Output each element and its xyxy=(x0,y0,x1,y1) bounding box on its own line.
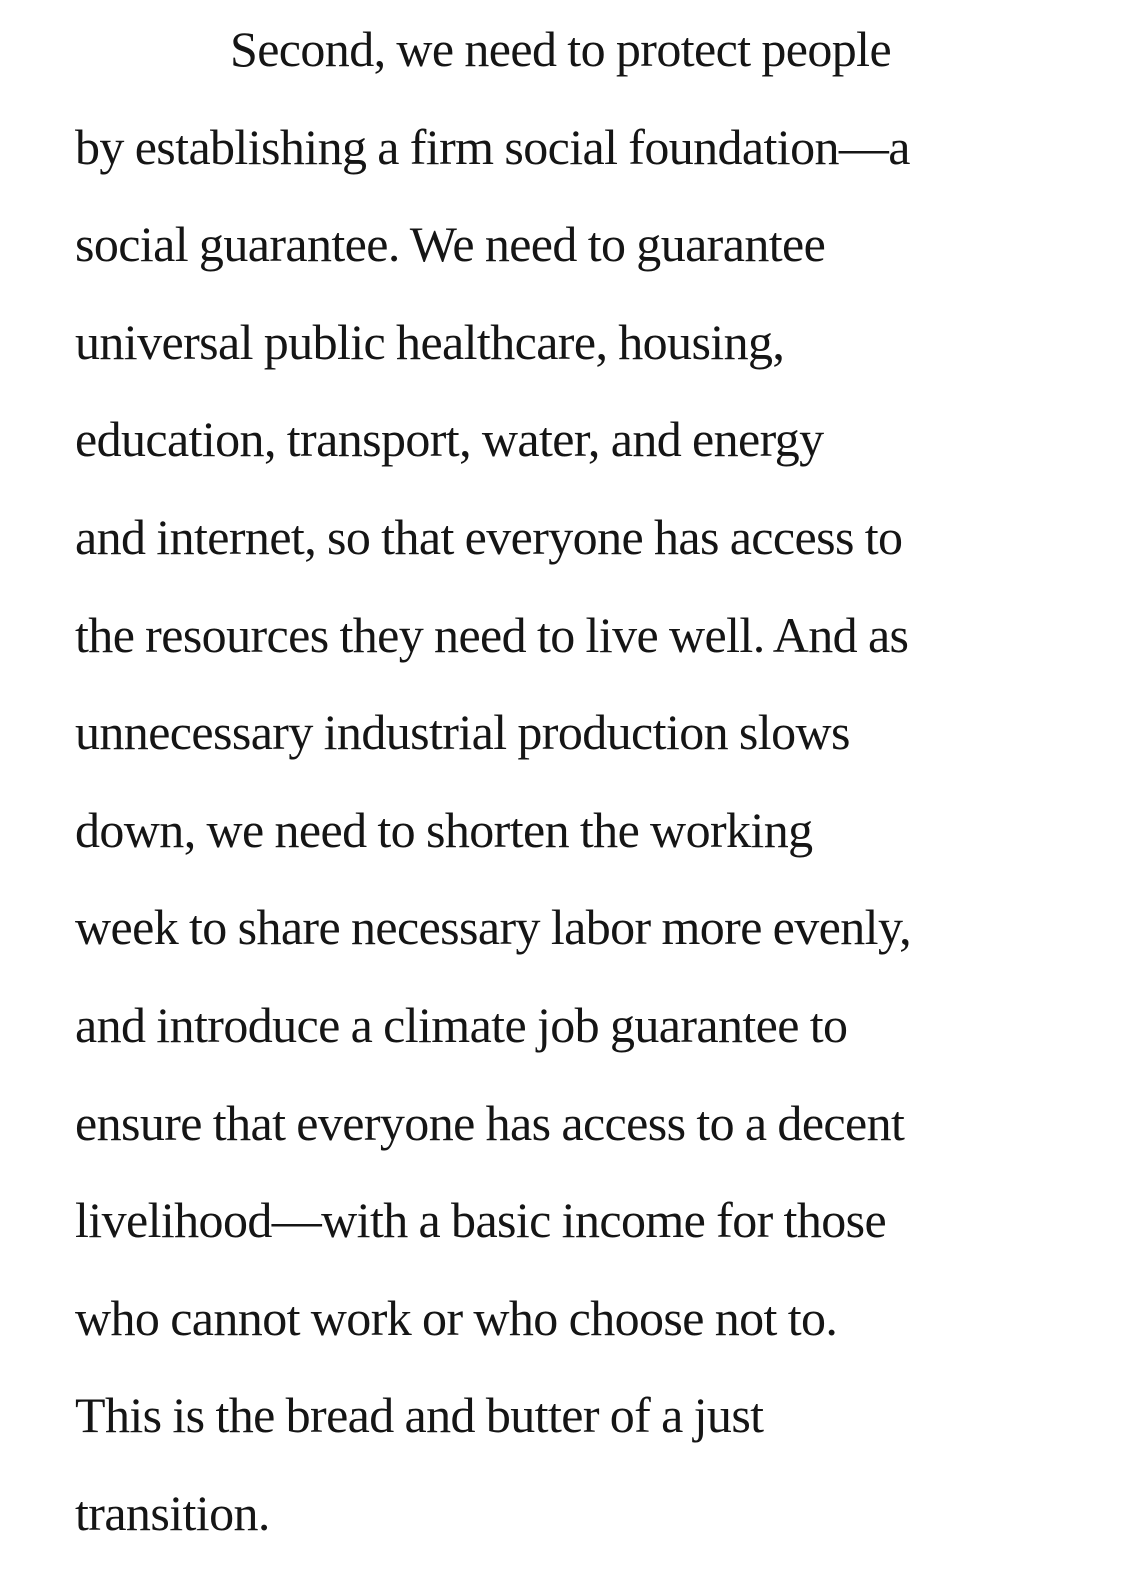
text-line: Second, we need to protect people xyxy=(230,21,892,77)
text-line: transition. xyxy=(75,1484,270,1541)
text-line: and introduce a climate job guarantee to xyxy=(75,996,848,1053)
text-line: universal public healthcare, housing, xyxy=(75,313,785,370)
text-line: by establishing a firm social foundation—a xyxy=(75,118,910,175)
text-line: down, we need to shorten the working xyxy=(75,801,813,858)
text-line: the resources they need to live well. And as xyxy=(75,606,909,663)
body-paragraph xyxy=(75,14,1085,1576)
text-line: education, transport, water, and energy xyxy=(75,411,824,468)
text-line: This is the bread and butter of a just xyxy=(75,1387,764,1444)
text-line: ensure that everyone has access to a decent xyxy=(75,1094,905,1151)
text-line: and internet, so that everyone has access to xyxy=(75,508,903,565)
text-line: unnecessary industrial production slows xyxy=(75,704,850,761)
text-line: livelihood—with a basic income for those xyxy=(75,1192,887,1249)
text-line: social guarantee. We need to guarantee xyxy=(75,216,826,273)
text-line: who cannot work or who choose not to. xyxy=(75,1289,838,1346)
text-line: week to share necessary labor more evenly, xyxy=(75,899,912,956)
